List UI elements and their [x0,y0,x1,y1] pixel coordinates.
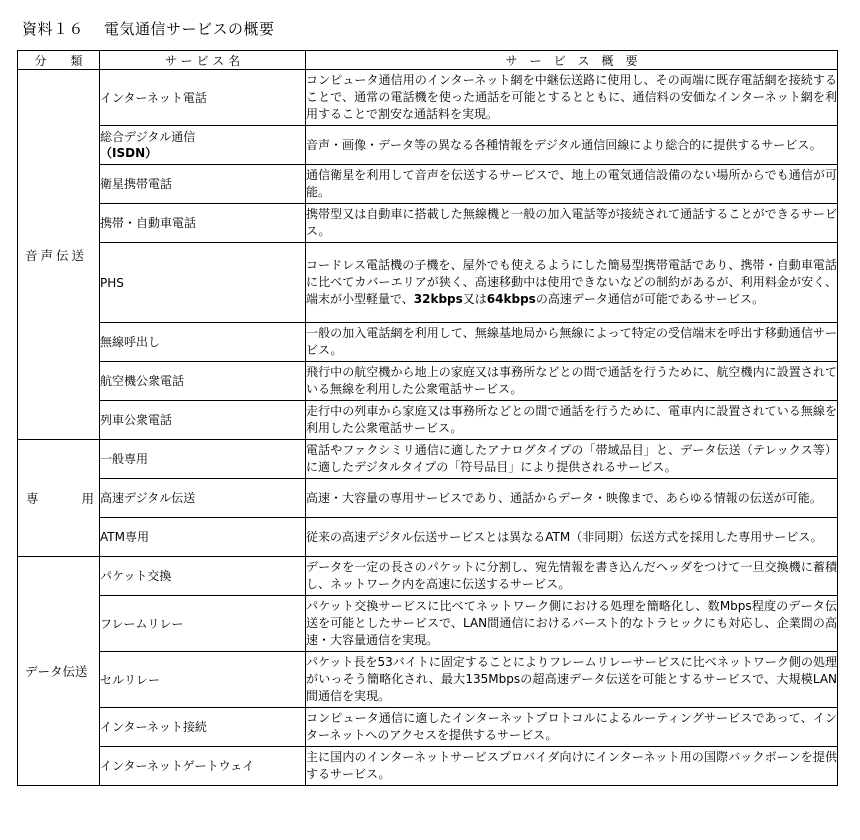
service-name: 航空機公衆電話 [100,362,306,401]
service-name: 列車公衆電話 [100,401,306,440]
service-description: 主に国内のインターネットサービスプロバイダ向けにインターネット用の国際バックボーンを提供するサービス。 [306,747,838,786]
service-description: 携帯型又は自動車に搭載した無線機と一般の加入電話等が接続されて通話することができるサービス。 [306,204,838,243]
table-row [18,165,838,204]
category-voice: 音声伝送 [18,70,100,440]
header-overview: サ ー ビ ス 概 要 [306,51,838,70]
header-service-name: サ ー ビ ス 名 [100,51,306,70]
service-description: 電話やファクシミリ通信に適したアナログタイプの「帯域品目」と、データ伝送（テレックス等）に適したデジタルタイプの「符号品目」により提供されるサービス。 [306,440,838,479]
table-row [18,126,838,165]
service-name: PHS [100,243,306,323]
service-name: 高速デジタル伝送 [100,479,306,518]
header-category: 分 類 [18,51,100,70]
service-name: 携帯・自動車電話 [100,204,306,243]
service-overview-table [17,50,838,786]
document-heading: 電気通信サービスの概要 [104,20,275,38]
service-name: セルリレー [100,652,306,708]
document-title [22,18,275,39]
table-row [18,708,838,747]
service-description: 従来の高速デジタル伝送サービスとは異なるATM（非同期）伝送方式を採用した専用サービス。 [306,518,838,557]
table-row [18,652,838,708]
table-row [18,518,838,557]
service-name: 無線呼出し [100,323,306,362]
service-description: コンピュータ通信に適したインターネットプロトコルによるルーティングサービスであって、インターネットへのアクセスを提供するサービス。 [306,708,838,747]
table-row [18,747,838,786]
service-name: 総合デジタル通信 （ISDN） [100,126,306,165]
service-name: インターネットゲートウェイ [100,747,306,786]
service-description: パケット交換サービスに比べてネットワーク側における処理を簡略化し、数Mbps程度のデータ伝送を可能としたサービスで、LAN間通信におけるバースト的なトラヒックにも対応し、企業間の高速・大容量通信を実現。 [306,596,838,652]
service-name: 一般専用 [100,440,306,479]
service-name: インターネット接続 [100,708,306,747]
service-name: 衛星携帯電話 [100,165,306,204]
service-description: コードレス電話機の子機を、屋外でも使えるようにした簡易型携帯電話であり、携帯・自動車電話に比べてカバーエリアが狭く、高速移動中は使用できないなどの制約があるが、利用料金が安く、端末が小型軽量で、32kbps又は64kbpsの高速データ通信が可能であるサービス。 [306,243,838,323]
service-description: 一般の加入電話網を利用して、無線基地局から無線によって特定の受信端末を呼出す移動通信サービス。 [306,323,838,362]
table-row [18,323,838,362]
table-row [18,362,838,401]
table-row [18,204,838,243]
table-header-row [18,51,838,70]
table-row [18,596,838,652]
service-description: 通信衛星を利用して音声を伝送するサービスで、地上の電気通信設備のない場所からでも通信が可能。 [306,165,838,204]
table-row [18,557,838,596]
category-data: データ伝送 [18,557,100,786]
service-description: 音声・画像・データ等の異なる各種情報をデジタル通信回線により総合的に提供するサービス。 [306,126,838,165]
category-dedicated: 専 用 [18,440,100,557]
table-row [18,479,838,518]
table-row [18,440,838,479]
service-name: フレームリレー [100,596,306,652]
service-description: データを一定の長さのパケットに分割し、宛先情報を書き込んだヘッダをつけて一旦交換機に蓄積し、ネットワーク内を高速に伝送するサービス。 [306,557,838,596]
table-row [18,243,838,323]
service-description: 高速・大容量の専用サービスであり、通話からデータ・映像まで、あらゆる情報の伝送が可能。 [306,479,838,518]
table-row [18,401,838,440]
service-name: パケット交換 [100,557,306,596]
service-description: パケット長を53バイトに固定することによりフレームリレーサービスに比べネットワーク側の処理がいっそう簡略化され、最大135Mbpsの超高速データ伝送を可能とするサービスで、大規模LAN間通信を実現。 [306,652,838,708]
service-description: コンピュータ通信用のインターネット網を中継伝送路に使用し、その両端に既存電話網を接続することで、通常の電話機を使った通話を可能とするとともに、通信料の安価なインターネット網を利用することで割安な通話料を実現。 [306,70,838,126]
service-description: 走行中の列車から家庭又は事務所などとの間で通話を行うために、電車内に設置されている無線を利用した公衆電話サービス。 [306,401,838,440]
document-number: 資料１６ [22,20,85,38]
service-description: 飛行中の航空機から地上の家庭又は事務所などとの間で通話を行うために、航空機内に設置されている無線を利用した公衆電話サービス。 [306,362,838,401]
service-name: インターネット電話 [100,70,306,126]
table-row [18,70,838,126]
service-name: ATM専用 [100,518,306,557]
